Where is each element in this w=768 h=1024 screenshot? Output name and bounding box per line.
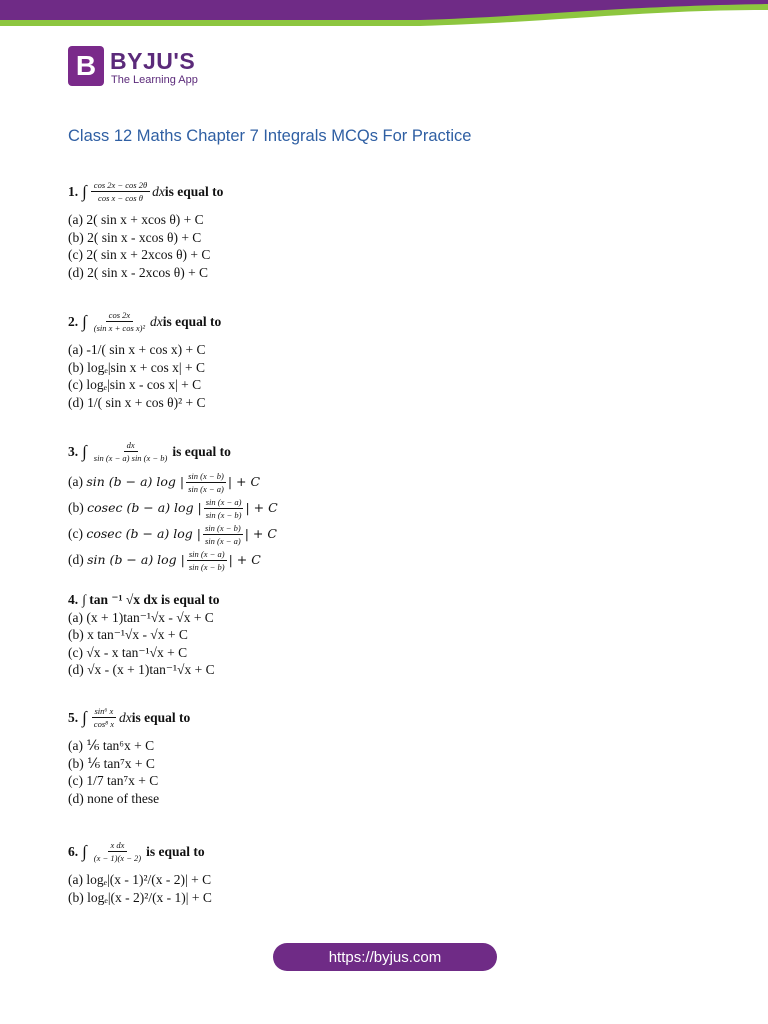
website-url[interactable]: https://byjus.com [328, 948, 442, 966]
question-stem: 2. ∫ $\frac{\cos 2x}{\text{(sin x + cos x)²}}$ dx is equal to [68, 310, 222, 333]
integrand-fraction: $\frac{\text{sin⁶ x}}{\text{cos⁸ x}}$ [91, 706, 117, 729]
option-c: (c) cosec (b − a) log | $\frac{\sin (x - b)}{\sin (x - a)}$ | + C [68, 523, 277, 547]
option-b: (b) 2( sin x - xcos θ) + C [68, 229, 202, 245]
option-a: (a) ⅙ tan⁶x + C [68, 738, 155, 753]
option-d: (d) 1/( sin x + cos θ)² + C [68, 394, 206, 410]
integrand-fraction: $\frac{\cos 2x - \cos 2\theta}{\text{cos x − cos θ}}$ [91, 180, 150, 203]
option-b: (b) logₑ|sin x + cos x| + C [68, 359, 205, 375]
option-a: (a) -1/( sin x + cos x) + C [68, 342, 206, 357]
question-2 [68, 310, 221, 411]
option-c: (c) √x - x tan⁻¹√x + C [68, 644, 188, 660]
integrand-fraction: $\frac{\text{x dx}}{(x - 1)(x - 2)}$ [93, 840, 142, 863]
question-stem: 4. ∫ tan ⁻¹ √x dx is equal to [68, 592, 220, 607]
question-4 [68, 591, 220, 679]
top-banner [0, 0, 768, 28]
option-b: (b) x tan⁻¹√x - √x + C [68, 627, 188, 642]
question-stem: 5. ∫ $\frac{\text{sin⁶ x}}{\text{cos⁸ x}}$ dx is equal to [68, 706, 191, 729]
option-d: (d) sin (b − a) log | $\frac{\sin (x - a)}{\sin (x - b)}$ | + C [68, 549, 261, 573]
option-a: (a) 2( sin x + xcos θ) + C [68, 212, 204, 227]
option-b: (b) logₑ|(x - 2)²/(x - 1)| + C [68, 889, 212, 905]
integrand-fraction: $\frac{\cos 2x}{\text{(sin x + cos x)²}}$ [93, 310, 146, 333]
option-d: (d) √x - (x + 1)tan⁻¹√x + C [68, 662, 215, 677]
option-c: (c) 1/7 tan⁷x + C [68, 773, 159, 788]
option-c: (c) 2( sin x + 2xcos θ) + C [68, 247, 211, 262]
option-b: (b) cosec (b − a) log | $\frac{\sin (x - a)}{\sin (x - b)}$ | + C [68, 497, 278, 521]
option-a: (a) sin (b − a) log | $\frac{\sin (x - b)}{\sin (x - a)}$ | + C [68, 471, 261, 495]
integrand-fraction: $\frac{dx}{\sin (x - a) \sin (x - b)}$ [93, 440, 168, 463]
option-a: (a) (x + 1)tan⁻¹√x - √x + C [68, 609, 214, 625]
brand-tagline: The Learning App [111, 74, 198, 86]
question-stem: 6. ∫ $\frac{\text{x dx}}{(x - 1)(x - 2)}$ is equal to [68, 840, 205, 863]
option-a: (a) logₑ|(x - 1)²/(x - 2)| + C [68, 872, 212, 887]
question-stem: 1. ∫ $\frac{\cos 2x - \cos 2\theta}{\text{cos x − cos θ}}$ dx is equal to [68, 180, 224, 203]
page-title: Class 12 Maths Chapter 7 Integrals MCQs For Practice [68, 127, 472, 145]
byjus-logo [68, 46, 238, 90]
logo-mark: B [68, 46, 104, 86]
brand-name: BYJU'S [110, 48, 196, 74]
option-c: (c) logₑ|sin x - cos x| + C [68, 377, 202, 392]
website-link-button[interactable] [273, 943, 497, 971]
question-6 [68, 840, 212, 906]
question-5 [68, 706, 190, 807]
option-d: (d) none of these [68, 790, 160, 806]
question-3 [68, 440, 278, 573]
option-b: (b) ⅙ tan⁷x + C [68, 755, 155, 771]
question-stem: 3. ∫ $\frac{dx}{\sin (x - a) \sin (x - b)}$ is equal to [68, 440, 231, 463]
option-d: (d) 2( sin x - 2xcos θ) + C [68, 264, 209, 280]
question-1 [68, 180, 223, 281]
